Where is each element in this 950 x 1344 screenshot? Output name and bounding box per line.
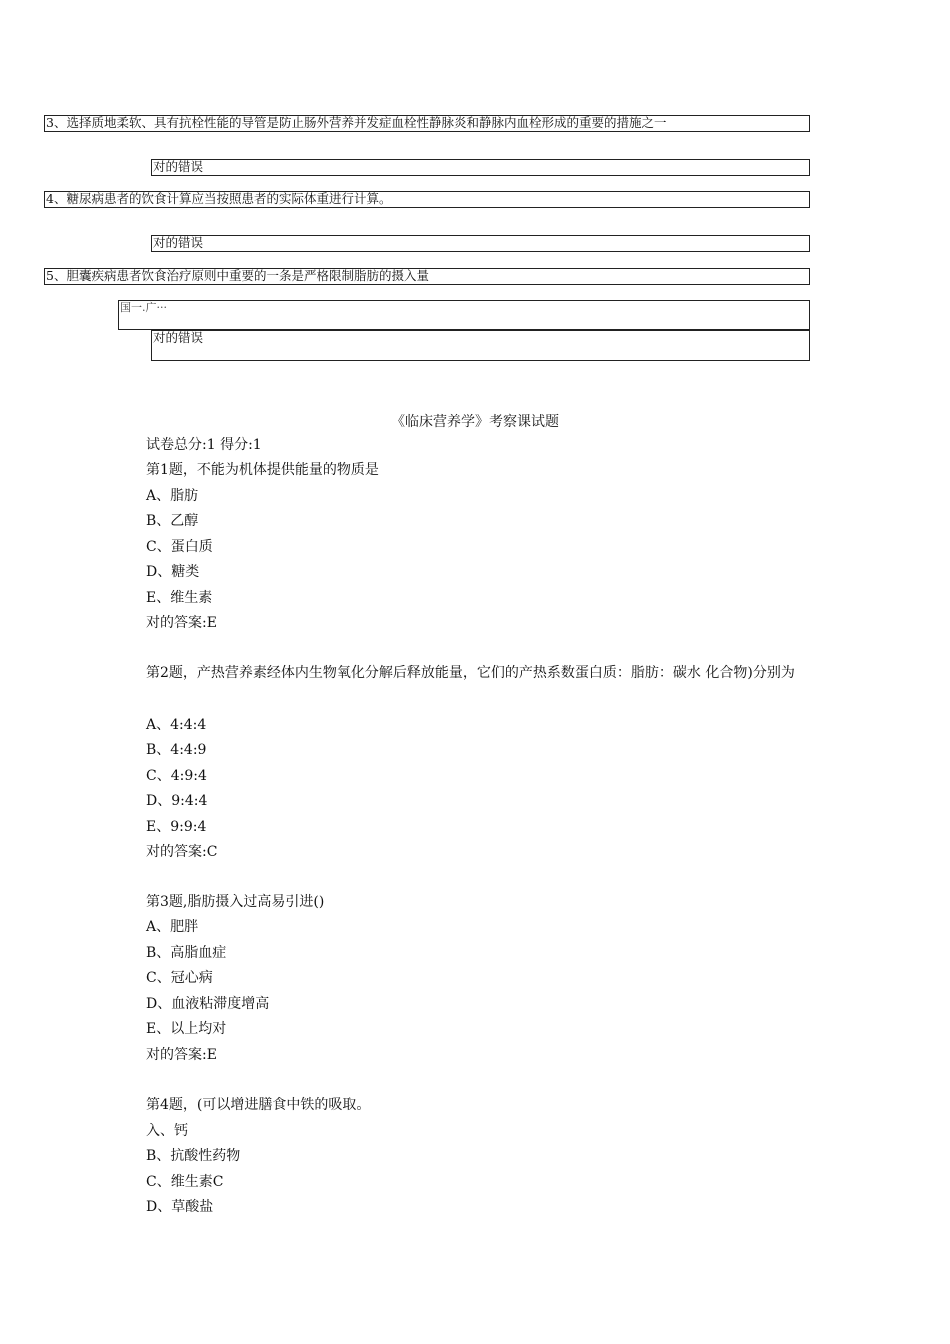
q4-option-d[interactable]: D、草酸盐 — [146, 1199, 214, 1215]
q2-option-d[interactable]: D、9:4:4 — [146, 793, 208, 809]
q3-stem: 第3题,脂肪摄入过高易引进() — [146, 894, 325, 910]
q3-option-a[interactable]: A、肥胖 — [146, 919, 199, 935]
q3-answer: 对的答案:E — [146, 1047, 217, 1063]
q4-stem: 第4题，(可以增进膳食中铁的吸取。 — [146, 1097, 371, 1113]
q2-option-c[interactable]: C、4:9:4 — [146, 768, 207, 784]
q3-option-b[interactable]: B、高脂血症 — [146, 945, 227, 961]
q1-option-c[interactable]: C、蛋白质 — [146, 539, 213, 555]
q2-option-e[interactable]: E、9:9:4 — [146, 819, 207, 835]
q2-option-a[interactable]: A、4:4:4 — [146, 717, 207, 733]
tf-answer-3[interactable]: 对的错误 — [151, 159, 810, 176]
q1-stem: 第1题，不能为机体提供能量的物质是 — [146, 462, 379, 478]
q3-option-c[interactable]: C、冠心病 — [146, 970, 213, 986]
tf-question-5: 5、胆囊疾病患者饮食治疗原则中重要的一条是严格限制脂肪的摄入量 — [44, 268, 810, 285]
q1-option-b[interactable]: B、乙醇 — [146, 513, 199, 529]
exam-title: 《临床营养学》考察课试题 — [391, 414, 559, 430]
q3-option-e[interactable]: E、以上均对 — [146, 1021, 227, 1037]
q3-option-d[interactable]: D、血液粘滞度增高 — [146, 996, 270, 1012]
q2-option-b[interactable]: B、4:4:9 — [146, 742, 207, 758]
q4-option-a[interactable]: 入、钙 — [146, 1123, 188, 1139]
q2-answer: 对的答案:C — [146, 844, 218, 860]
q2-stem: 第2题，产热营养素经体内生物氧化分解后释放能量，它们的产热系数蛋白质：脂肪：碳水 化合物)分别为 — [146, 665, 795, 681]
q4-option-b[interactable]: B、抗酸性药物 — [146, 1148, 241, 1164]
q1-option-d[interactable]: D、糖类 — [146, 564, 200, 580]
tf-question-3: 3、选择质地柔软、具有抗栓性能的导管是防止肠外营养并发症血栓性静脉炎和静脉内血栓形成的重要的措施之一 — [44, 115, 810, 132]
q4-option-c[interactable]: C、维生素C — [146, 1174, 224, 1190]
tf-answer-5[interactable]: 对的错误 — [151, 330, 810, 361]
q1-option-a[interactable]: A、脂肪 — [146, 488, 199, 504]
q1-answer: 对的答案:E — [146, 615, 217, 631]
tf-note-5: 国一.广··· — [118, 300, 810, 330]
tf-question-4: 4、糖尿病患者的饮食计算应当按照患者的实际体重进行计算。 — [44, 191, 810, 208]
exam-score: 试卷总分:1 得分:1 — [146, 437, 262, 453]
q1-option-e[interactable]: E、维生素 — [146, 590, 213, 606]
tf-answer-4[interactable]: 对的错误 — [151, 235, 810, 252]
